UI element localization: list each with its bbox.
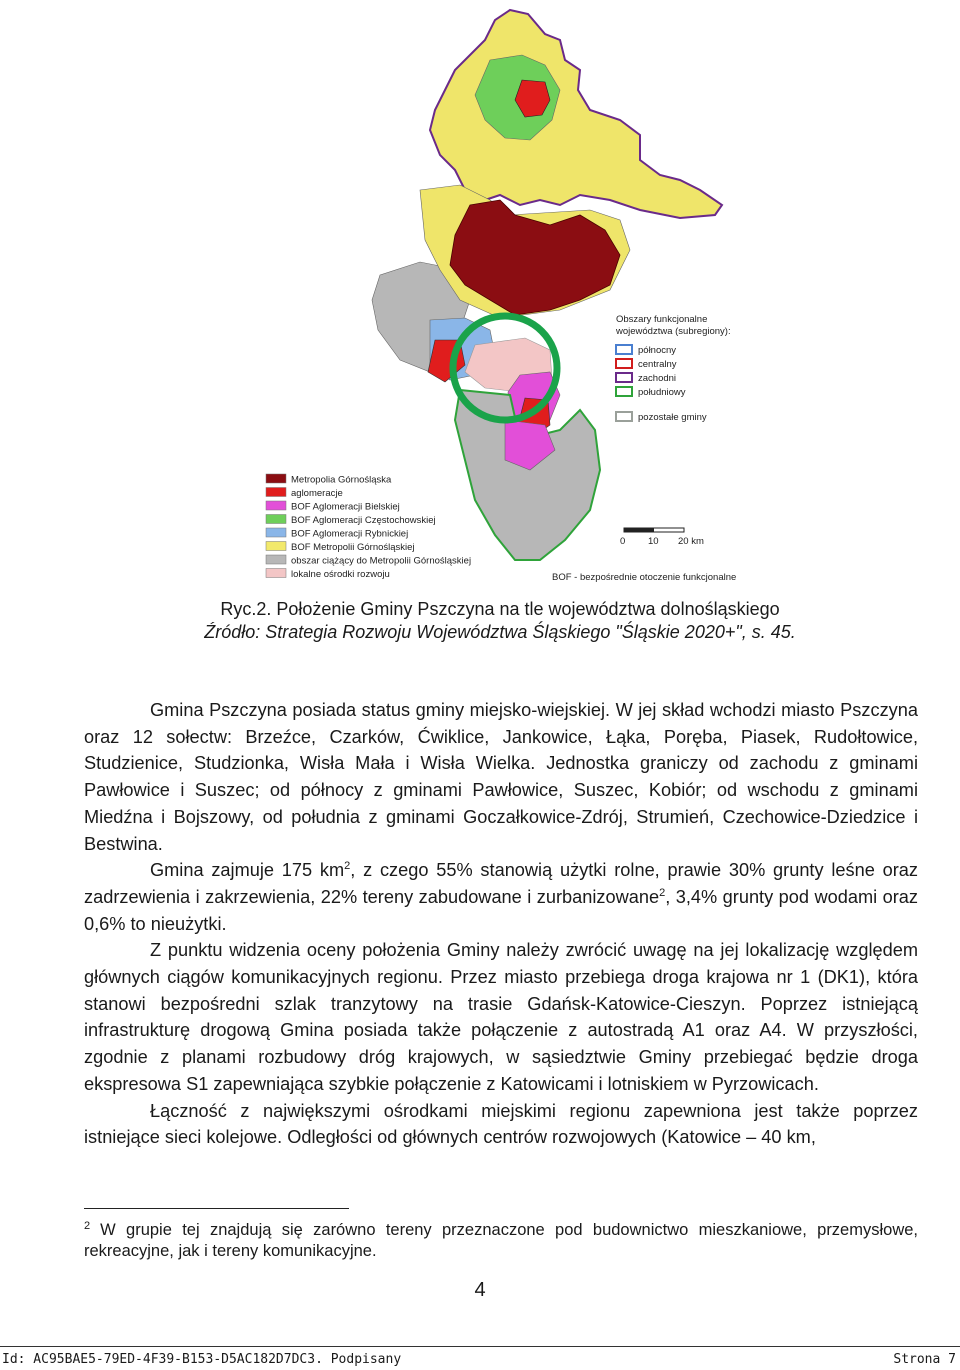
page-number: 4: [474, 1279, 486, 1301]
paragraph-4: Łączność z największymi ośrodkami miejskimi regionu zapewniona jest także poprzez istniejące sieci kolejowe. Odległości od głównych centrów rozwojowych (Katowice – 40 km,: [84, 1100, 918, 1148]
figure-source: Źródło: Strategia Rozwoju Województwa Śląskiego "Śląskie 2020+", s. 45.: [204, 622, 796, 642]
legend-label: BOF Metropolii Górnośląskiej: [291, 542, 415, 553]
legend-label: lokalne ośrodki rozwoju: [291, 569, 390, 580]
scale-label-20: 20 km: [678, 536, 704, 547]
paragraph-1: Gmina Pszczyna posiada status gminy miejsko-wiejskiej. W jej skład wchodzi miasto Pszczyna oraz 12 sołectw: Brzeźce, Czarków, Ćwiklice, Jankowice, Łąka, Poręba, Piasek, Rudołtowice, Studzienice, Studzionka, Wisła Mała i Wisła Wielka. Jednostka graniczy od zachodu z gminami Pawłowice i Suszec; od północy z gminami Pawłowice, Suszec, Kobiór; od wschodu z gminami Miedźna i Bojszowy, od południa z gminami Goczałkowice-Zdrój, Strumień, Czechowice-Dziedzice i Bestwina.: [84, 700, 918, 854]
footnote: [84, 1220, 918, 1262]
legend-swatch: [266, 528, 286, 537]
legend-swatch: [266, 569, 286, 578]
body-text: [84, 697, 918, 1151]
scale-bar: [620, 528, 704, 547]
paragraph-2: [84, 857, 918, 937]
legend-label: Metropolia Górnośląska: [291, 474, 392, 486]
legend-swatch: [266, 515, 286, 524]
p2-sup-1: 2: [344, 860, 351, 873]
subregion-legend: [615, 314, 731, 423]
legend-label: BOF Aglomeracji Bielskiej: [291, 501, 400, 513]
subregion-label: północny: [638, 345, 677, 356]
region-north-yellow: [430, 10, 722, 218]
subregion-swatch: [616, 387, 632, 396]
scale-label-0: 0: [620, 536, 626, 547]
p2-part-a: Gmina zajmuje 175 km: [150, 860, 345, 881]
main-legend: [266, 474, 471, 580]
subregion-label: pozostałe gminy: [638, 412, 707, 423]
document-page: Strona 7: [893, 1352, 956, 1367]
legend-label: aglomeracje: [291, 488, 343, 499]
voivodeship-map: [260, 0, 760, 588]
legend-label: BOF Aglomeracji Częstochowskiej: [291, 515, 436, 526]
legend-swatch: [266, 542, 286, 551]
subregion-legend-title-1: Obszary funkcjonalne: [616, 314, 708, 325]
subregion-legend-title-2: województwa (subregiony):: [616, 326, 731, 337]
bof-note: BOF - bezpośrednie otoczenie funkcjonalne: [552, 572, 737, 583]
footnote-text: W grupie tej znajdują się zarówno tereny przeznaczone pod budownictwo mieszkaniowe, przemysłowe, rekreacyjne, jak i tereny komunikacyjne.: [84, 1221, 918, 1260]
subregion-swatch: [616, 345, 632, 354]
subregion-swatch: [616, 373, 632, 382]
legend-swatch: [266, 555, 286, 564]
document-id: Id: AC95BAE5-79ED-4F39-B153-D5AC182D7DC3. Podpisany: [2, 1352, 402, 1367]
subregion-swatch: [616, 412, 632, 421]
map-regions: [372, 10, 722, 560]
subregion-label: zachodni: [638, 373, 677, 384]
paragraph-3: Z punktu widzenia oceny położenia Gminy należy zwrócić uwagę na jej lokalizację względem głównych ciągów komunikacyjnych regionu. Przez miasto przebiega droga krajowa nr 1 (DK1), która stanowi bezpośredni szlak tranzytowy na trasie Gdańsk-Katowice-Cieszyn. Poprzez istniejącą infrastrukturę drogową Gmina posiada także połączenie z autostradą A1 oraz A4. W przyszłości, zgodnie z planami rozbudowy dróg krajowych, w sąsiedztwie Gminy przebiegać będzie droga ekspresowa S1 zapewniająca szybkie połączenie z Katowicami i lotniskiem w Pyrzowicach.: [84, 940, 918, 1094]
p2-part-c: , 3,4% grunty pod wodami oraz 0,6% to nieużytki.: [84, 886, 918, 934]
document-footer: [0, 1350, 960, 1370]
footnote-ref[interactable]: 2: [659, 886, 666, 899]
subregion-label: centralny: [638, 359, 677, 370]
legend-swatch: [266, 488, 286, 497]
footnote-separator: [84, 1208, 349, 1209]
scale-label-10: 10: [648, 536, 659, 547]
legend-label: obszar ciążący do Metropolii Górnośląskiej: [291, 555, 472, 567]
legend-swatch: [266, 501, 286, 510]
legend-swatch: [266, 474, 286, 483]
footnote-mark: 2: [84, 1219, 91, 1232]
p2-part-b: , z czego 55% stanowią użytki rolne, prawie 30% grunty leśne oraz zadrzewienia i zakrzewienia, 22% tereny zabudowane i zurbanizowane: [84, 860, 918, 907]
legend-label: BOF Aglomeracji Rybnickiej: [291, 528, 409, 540]
footer-rule: [0, 1346, 960, 1347]
figure-caption: Ryc.2. Położenie Gminy Pszczyna na tle województwa dolnośląskiego: [220, 599, 780, 619]
subregion-swatch: [616, 359, 632, 368]
subregion-label: południowy: [638, 387, 686, 398]
